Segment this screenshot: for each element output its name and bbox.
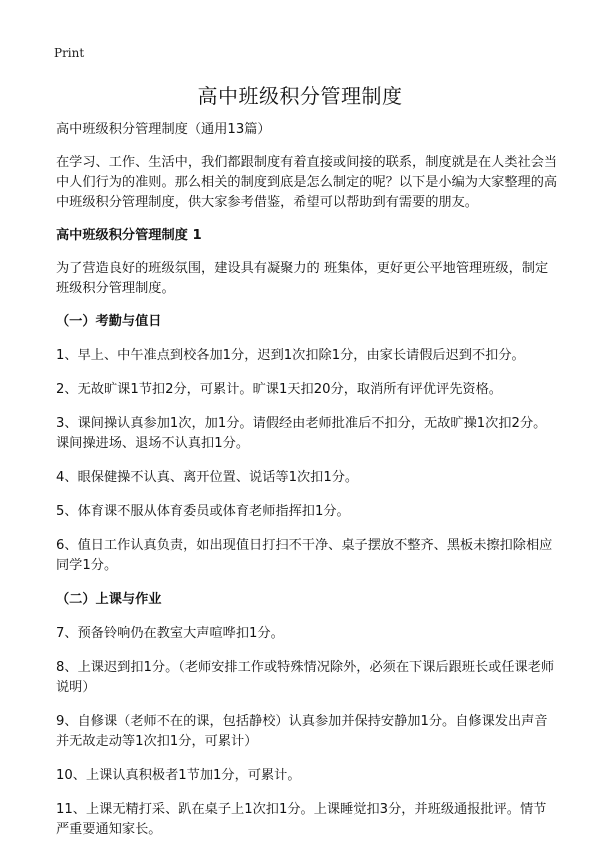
- rule-item: 10、上课认真积极者1节加1分，可累计。: [56, 768, 301, 783]
- document-body: [56, 120, 558, 854]
- rule-item: 8、上课迟到扣1分。（老师安排工作或特殊情况除外，必须在下课后跟班长或任课老师说明）: [56, 660, 555, 695]
- intro-paragraph: 在学习、工作、生活中，我们都跟制度有着直接或间接的联系，制度就是在人类社会当中人们行为的准则。那么相关的制度到底是怎么制定的呢？以下是小编为大家整理的高中班级积分管理制度，供大家参考借鉴，希望可以帮助到有需要的朋友。: [56, 155, 558, 210]
- rule-item: 5、体育课不服从体育委员或体育老师指挥扣1分。: [56, 504, 350, 519]
- section-lead-paragraph: 为了营造良好的班级氛围，建设具有凝聚力的 班集体，更好更公平地管理班级，制定班级积分管理制度。: [56, 261, 549, 296]
- page-title: 高中班级积分管理制度: [197, 84, 403, 108]
- rule-item: 7、预备铃响仍在教室大声喧哗扣1分。: [56, 626, 284, 641]
- rule-item: 1、早上、中午准点到校各加1分，迟到1次扣除1分，由家长请假后迟到不扣分。: [56, 348, 525, 363]
- section-heading: 高中班级积分管理制度 1: [56, 228, 202, 243]
- rule-item: 3、课间操认真参加1次，加1分。请假经由老师批准后不扣分，无故旷操1次扣2分。课间操进场、退场不认真扣1分。: [56, 416, 547, 451]
- subsection-heading-class: （二）上课与作业: [56, 592, 162, 607]
- print-link[interactable]: Print: [54, 46, 85, 60]
- document-subtitle: 高中班级积分管理制度（通用13篇）: [56, 122, 271, 137]
- rule-item: 11、上课无精打采、趴在桌子上1次扣1分。上课睡觉扣3分，并班级通报批评。情节严重要通知家长。: [56, 802, 547, 837]
- rule-item: 6、值日工作认真负责，如出现值日打扫不干净、桌子摆放不整齐、黑板未擦扣除相应同学1分。: [56, 538, 553, 573]
- rule-item: 2、无故旷课1节扣2分，可累计。旷课1天扣20分，取消所有评优评先资格。: [56, 382, 502, 397]
- rule-item: 9、自修课（老师不在的课，包括静校）认真参加并保持安静加1分。自修课发出声音并无故走动等1次扣1分，可累计）: [56, 714, 548, 749]
- subsection-heading-attendance: （一）考勤与值日: [56, 314, 162, 329]
- rule-item: 4、眼保健操不认真、离开位置、说话等1次扣1分。: [56, 470, 359, 485]
